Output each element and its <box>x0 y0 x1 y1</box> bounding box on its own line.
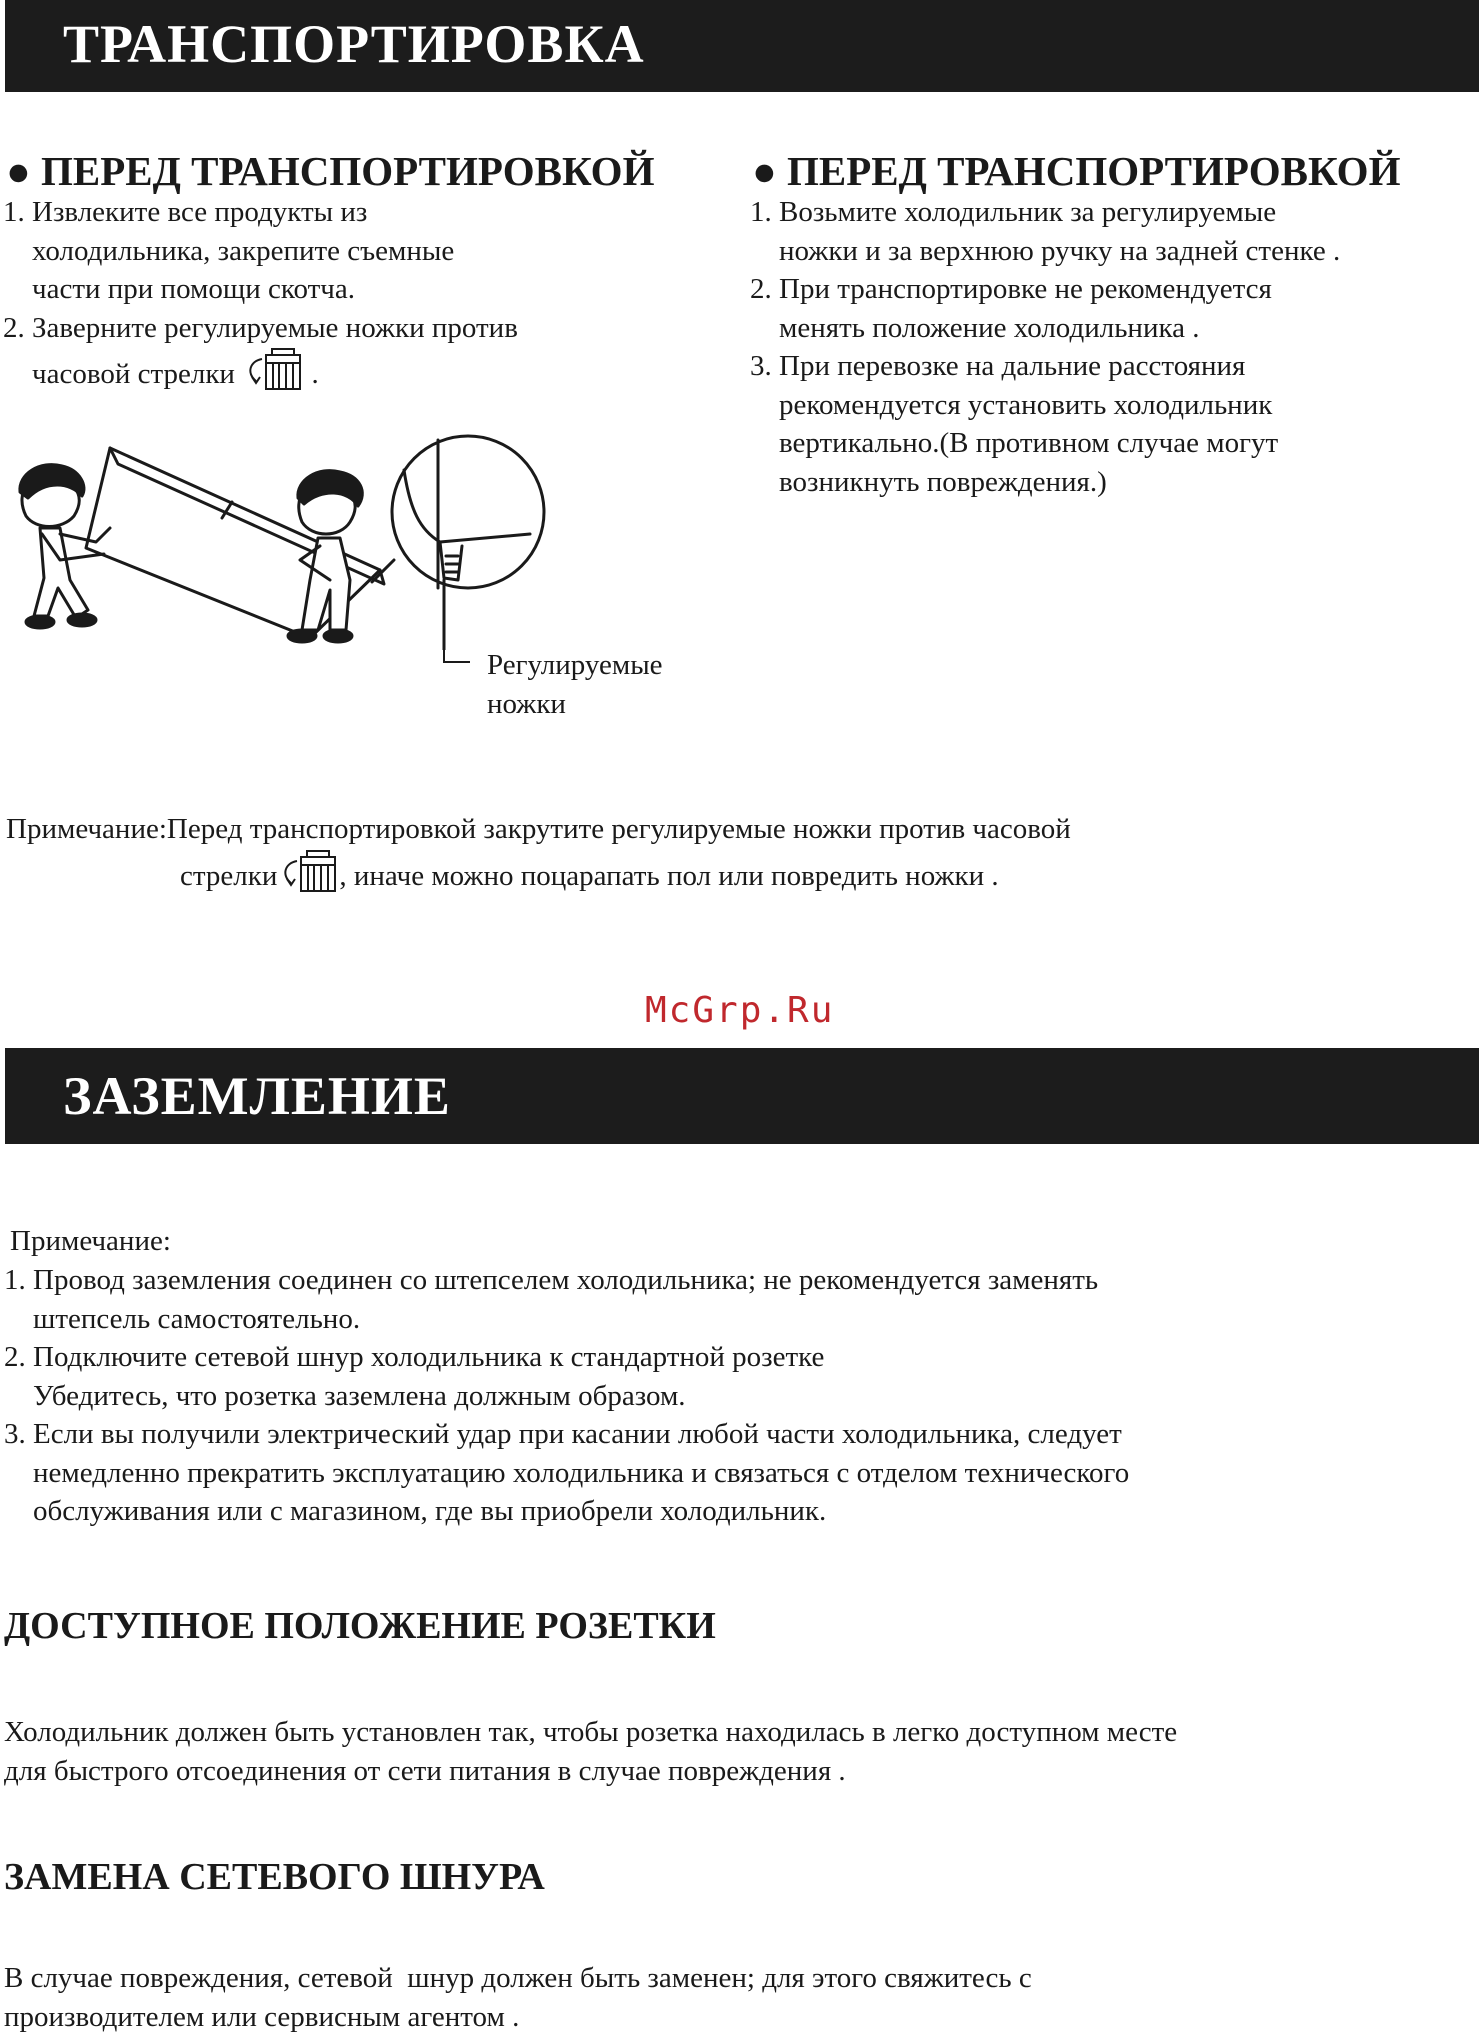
cord-replacement-text: В случае повреждения, сетевой шнур должен быть заменен; для этого свяжитесь с производителем или сервисным агентом . <box>4 1962 1032 2033</box>
note-label: Примечание: <box>6 813 167 845</box>
transport-banner <box>5 0 1479 92</box>
list-item: 2. Подключите сетевой шнур холодильника к стандартной розетке Убедитесь, что розетка заземлена должным образом. <box>4 1341 825 1412</box>
bullet-icon: ● <box>752 148 777 194</box>
cord-replacement-heading: ЗАМЕНА СЕТЕВОГО ШНУРА <box>4 1856 545 1898</box>
list-item: 2. При транспортировке не рекомендуется менять положение холодильника . <box>750 273 1272 344</box>
list-item: 2. Заверните регулируемые ножки против часовой стрелки . <box>3 309 523 394</box>
left-column-heading: ● ПЕРЕД ТРАНСПОРТИРОВКОЙ <box>6 148 655 194</box>
list-item: 1. Возьмите холодильник за регулируемые ножки и за верхнюю ручку на задней стенке . <box>750 196 1341 267</box>
transport-banner-title: ТРАНСПОРТИРОВКА <box>63 14 645 74</box>
illustration-caption: Регулируемые ножки <box>487 649 663 720</box>
left-column-list <box>3 193 523 394</box>
grounding-banner-title: ЗАЗЕМЛЕНИЕ <box>63 1066 451 1126</box>
right-column-heading: ● ПЕРЕД ТРАНСПОРТИРОВКОЙ <box>752 148 1401 194</box>
list-item: 1. Извлеките все продукты из холодильника, закрепите съемные части при помощи скотча. <box>3 196 455 305</box>
socket-position-text: Холодильник должен быть установлен так, чтобы розетка находилась в легко доступном месте для быстрого отсоединения от сети питания в случае повреждения . <box>4 1716 1178 1787</box>
grounding-list <box>4 1261 1464 1531</box>
list-item: 3. Если вы получили электрический удар при касании любой части холодильника, следует немедленно прекратить эксплуатацию холодильника и связаться с отделом технического обслуживания или с магазином, где вы приобрели холодильник. <box>4 1418 1130 1527</box>
socket-position-heading: ДОСТУПНОЕ ПОЛОЖЕНИЕ РОЗЕТКИ <box>4 1605 716 1647</box>
foot-rotate-icon <box>277 849 339 895</box>
foot-rotate-icon <box>242 347 304 393</box>
transport-note-line2: стрелки , иначе можно поцарапать пол или повредить ножки . <box>180 849 999 896</box>
right-column-list <box>750 193 1350 501</box>
list-item: 3. При перевозке на дальние расстояния рекомендуется установить холодильник вертикально.(В противном случае могут возникнуть повреждения.) <box>750 350 1279 498</box>
watermark: McGrp.Ru <box>645 990 835 1031</box>
grounding-banner <box>5 1048 1479 1144</box>
grounding-note-label: Примечание: <box>10 1225 171 1257</box>
list-item: 1. Провод заземления соединен со штепселем холодильника; не рекомендуется заменять штепсель самостоятельно. <box>4 1264 1099 1335</box>
transport-note: Примечание:Перед транспортировкой закрутите регулируемые ножки против часовой <box>6 813 1071 845</box>
bullet-icon: ● <box>6 148 31 194</box>
